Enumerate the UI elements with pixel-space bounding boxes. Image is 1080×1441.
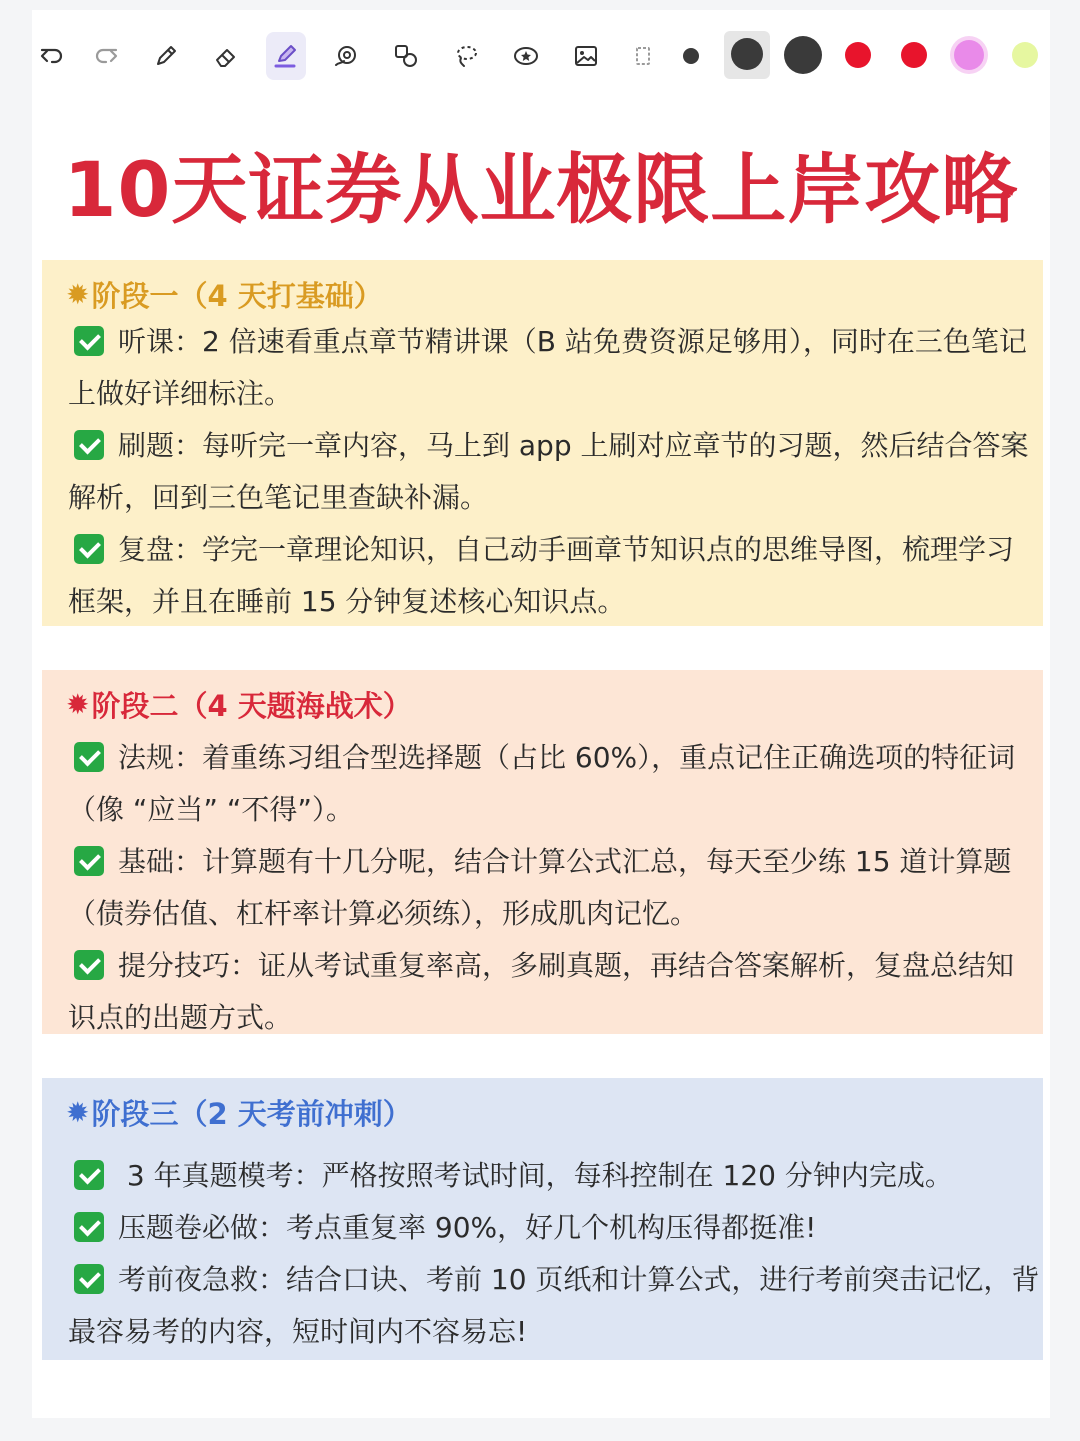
stage-two-section xyxy=(42,670,1043,1034)
redo-icon[interactable] xyxy=(86,32,126,80)
stage-one-section xyxy=(42,260,1043,626)
color-pink[interactable] xyxy=(954,40,984,70)
list-item: 提分技巧：证从考试重复率高，多刷真题，再结合答案解析，复盘总结知识点的出题方式。 xyxy=(68,949,1015,1034)
checkbox-checked-icon xyxy=(74,430,104,460)
note-page xyxy=(32,10,1050,1418)
checkbox-checked-icon xyxy=(74,534,104,564)
page-title: 10天证券从业极限上岸攻略 xyxy=(63,145,1019,234)
list-item: 复盘：学完一章理论知识，自己动手画章节知识点的思维导图，梳理学习框架，并且在睡前 15 分钟复述核心知识点。 xyxy=(68,533,1015,618)
star-icon: ✹ xyxy=(66,687,90,721)
sticker-icon[interactable] xyxy=(506,32,546,80)
stage-three-heading: ✹ 阶段三（2 天考前冲刺） xyxy=(66,1095,412,1131)
checkbox-checked-icon xyxy=(74,1160,104,1190)
shapes-icon[interactable] xyxy=(386,32,426,80)
checkbox-checked-icon xyxy=(74,326,104,356)
list-item: 考前夜急救：结合口诀、考前 10 页纸和计算公式，进行考前突击记忆，背最容易考的内容，短时间内不容易忘! xyxy=(68,1263,1040,1348)
color-red-2[interactable] xyxy=(901,42,927,68)
checkbox-checked-icon xyxy=(74,846,104,876)
star-icon: ✹ xyxy=(66,1095,90,1129)
text-box-icon[interactable] xyxy=(624,32,664,80)
color-red[interactable] xyxy=(845,42,871,68)
pen-size-medium[interactable] xyxy=(731,38,763,70)
checkbox-checked-icon xyxy=(74,950,104,980)
list-item: 刷题：每听完一章内容，马上到 app 上刷对应章节的习题，然后结合答案解析，回到三色笔记里查缺补漏。 xyxy=(68,429,1029,514)
checkbox-checked-icon xyxy=(74,1264,104,1294)
undo-icon[interactable] xyxy=(32,32,72,80)
checkbox-checked-icon xyxy=(74,1212,104,1242)
eraser-icon[interactable] xyxy=(206,32,246,80)
stage-three-section xyxy=(42,1078,1043,1360)
drawing-toolbar xyxy=(32,32,1050,82)
shape-recognizer-icon[interactable] xyxy=(326,32,366,80)
list-item: 3 年真题模考：严格按照考试时间，每科控制在 120 分钟内完成。 xyxy=(68,1150,1040,1202)
checkbox-checked-icon xyxy=(74,742,104,772)
highlighter-icon[interactable] xyxy=(266,32,306,80)
stage-two-heading: ✹ 阶段二（4 天题海战术） xyxy=(66,687,412,723)
list-item: 法规：着重练习组合型选择题（占比 60%），重点记住正确选项的特征词（像 “应当” “不得”）。 xyxy=(68,741,1016,826)
pen-size-large[interactable] xyxy=(784,36,822,74)
pen-size-small[interactable] xyxy=(683,48,699,64)
image-icon[interactable] xyxy=(566,32,606,80)
list-item: 压题卷必做：考点重复率 90%，好几个机构压得都挺准! xyxy=(68,1202,1040,1254)
pen-icon[interactable] xyxy=(146,32,186,80)
stage-one-heading: ✹ 阶段一（4 天打基础） xyxy=(66,277,383,313)
list-item: 听课：2 倍速看重点章节精讲课（B 站免费资源足够用），同时在三色笔记上做好详细标注。 xyxy=(68,325,1027,410)
list-item: 基础：计算题有十几分呢，结合计算公式汇总，每天至少练 15 道计算题（债券估值、杠杆率计算必须练），形成肌肉记忆。 xyxy=(68,845,1012,930)
lasso-icon[interactable] xyxy=(446,32,486,80)
star-icon: ✹ xyxy=(66,277,90,311)
color-lime[interactable] xyxy=(1012,42,1038,68)
